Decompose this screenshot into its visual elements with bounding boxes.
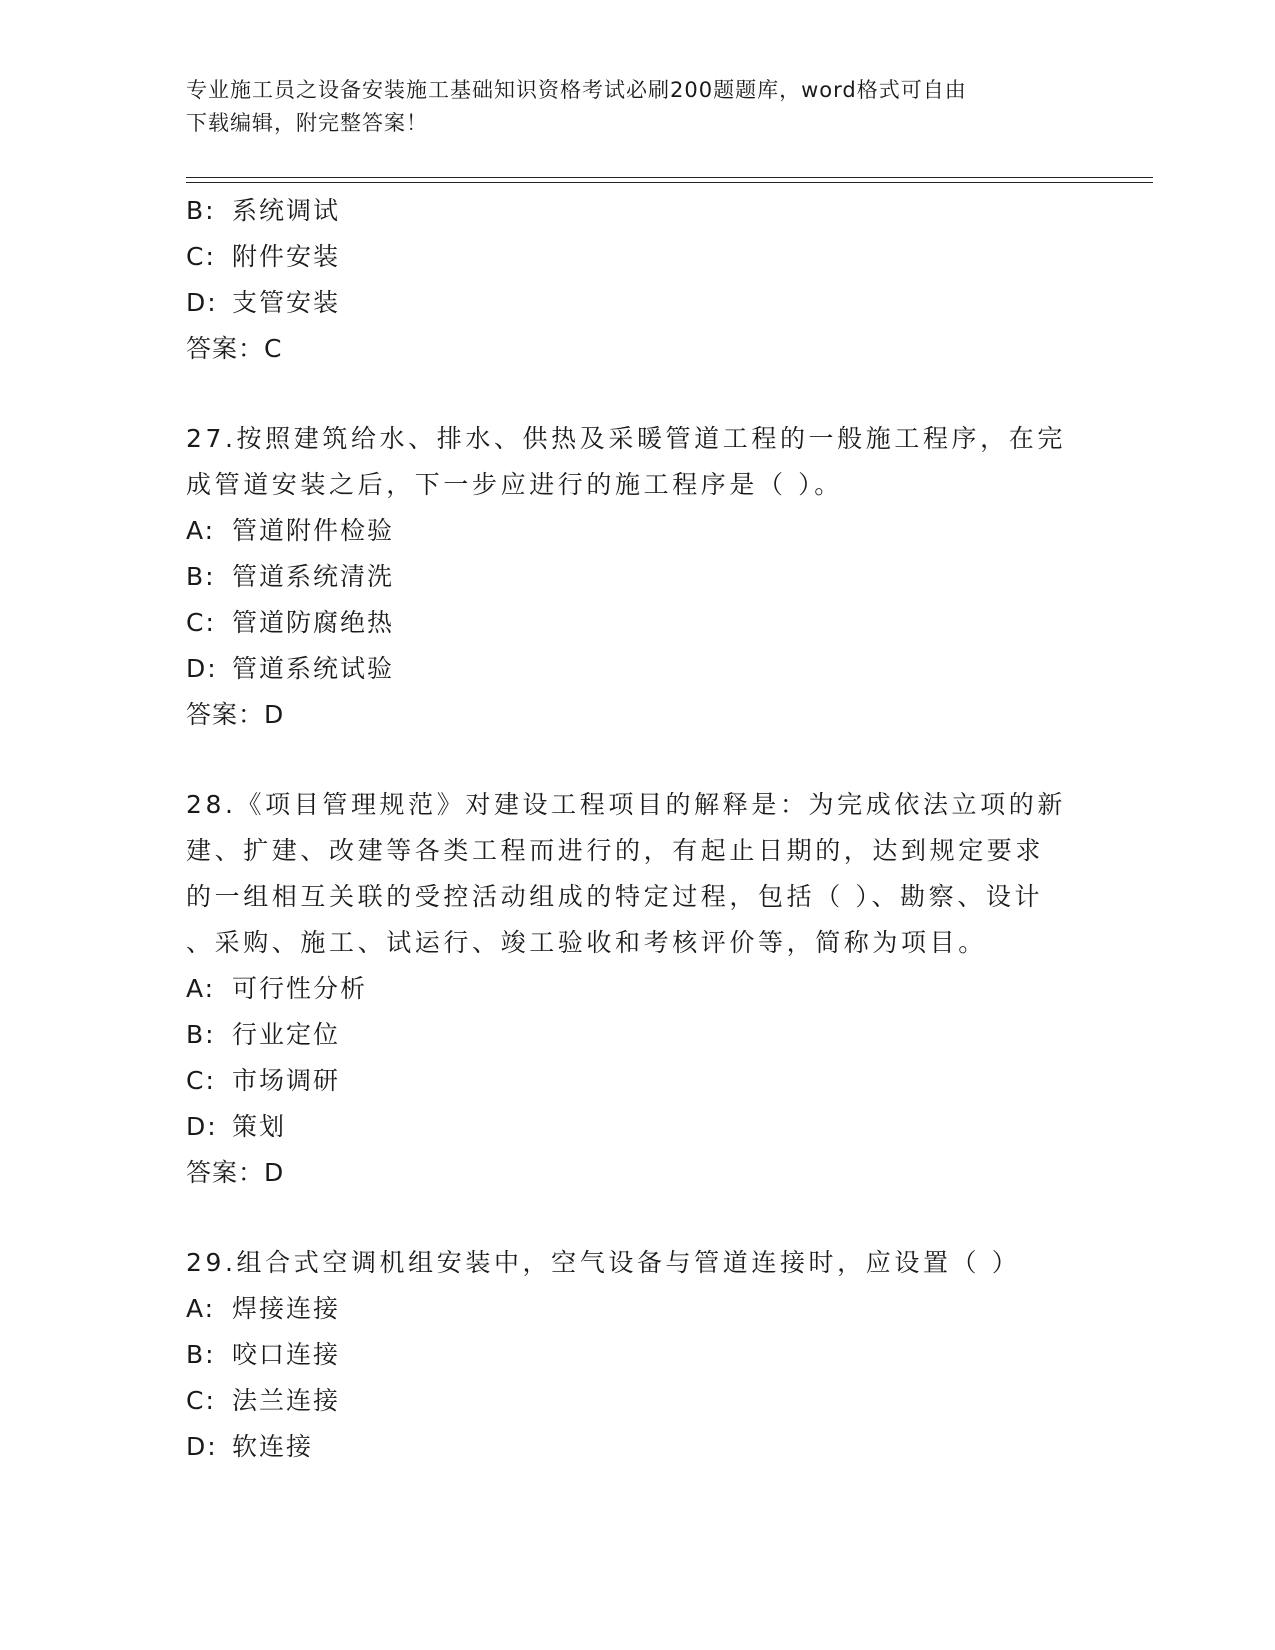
question-26-tail [186, 188, 1086, 372]
document-header [186, 74, 1066, 140]
question-28 [186, 782, 1086, 1196]
option-b: B: 管道系统清洗 [186, 562, 395, 591]
option-a: A: 管道附件检验 [186, 516, 395, 545]
option-c: C: 附件安装 [186, 242, 341, 271]
option-d: D: 管道系统试验 [186, 654, 395, 683]
option-b: B: 行业定位 [186, 1020, 341, 1049]
question-stem-line: 29.组合式空调机组安装中，空气设备与管道连接时，应设置（ ） [186, 1248, 1021, 1277]
option-d: D: 软连接 [186, 1432, 314, 1461]
question-27 [186, 416, 1086, 738]
answer-label: 答案：D [186, 1158, 285, 1187]
question-29 [186, 1240, 1086, 1470]
option-b: B: 咬口连接 [186, 1340, 341, 1369]
option-c: C: 市场调研 [186, 1066, 341, 1095]
question-stem-line: 27.按照建筑给水、排水、供热及采暖管道工程的一般施工程序，在完 [186, 424, 1066, 453]
question-stem-line: 的一组相互关联的受控活动组成的特定过程，包括（ ）、勘察、设计 [186, 882, 1044, 911]
option-d: D: 支管安装 [186, 288, 341, 317]
option-c: C: 法兰连接 [186, 1386, 341, 1415]
answer-label: 答案：D [186, 700, 285, 729]
answer-label: 答案：C [186, 334, 283, 363]
question-stem-line: 建、扩建、改建等各类工程而进行的，有起止日期的，达到规定要求 [186, 836, 1045, 865]
header-line-2: 下载编辑，附完整答案！ [186, 111, 428, 135]
option-c: C: 管道防腐绝热 [186, 608, 395, 637]
option-a: A: 焊接连接 [186, 1294, 341, 1323]
question-stem-line: 成管道安装之后，下一步应进行的施工程序是（ ）。 [186, 470, 843, 499]
option-a: A: 可行性分析 [186, 974, 368, 1003]
header-divider-bottom [186, 182, 1153, 183]
question-stem-line: 、采购、施工、试运行、竣工验收和考核评价等，简称为项目。 [186, 928, 987, 957]
question-list [186, 188, 1086, 1470]
option-d: D: 策划 [186, 1112, 287, 1141]
header-divider-top [186, 177, 1153, 178]
header-line-1: 专业施工员之设备安装施工基础知识资格考试必刷200题题库，word格式可自由 [186, 78, 967, 102]
option-b: B: 系统调试 [186, 196, 341, 225]
question-stem-line: 28.《项目管理规范》对建设工程项目的解释是：为完成依法立项的新 [186, 790, 1066, 819]
